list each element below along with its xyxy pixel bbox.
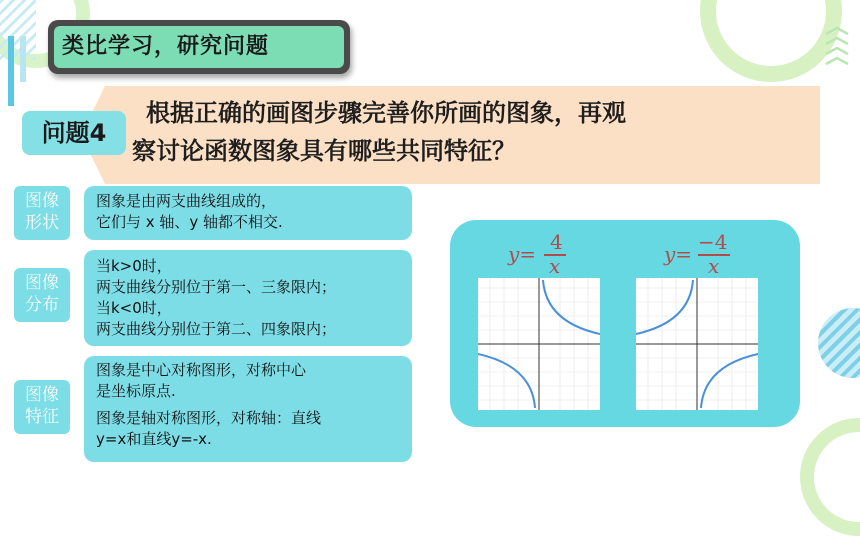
description-distribution: [84, 250, 412, 346]
description-line: 当k>0时，: [96, 257, 172, 275]
tag-text: 分布: [25, 295, 59, 315]
formula-negative: [664, 232, 744, 276]
tag-text: 图像: [25, 191, 59, 211]
description-line: 它们与 x 轴、y 轴都不相交.: [96, 213, 283, 231]
formula-lhs: y=: [508, 242, 537, 266]
tag-feature: [14, 380, 70, 434]
question-label: 问题4: [22, 111, 126, 155]
description-line: 两支曲线分别位于第二、四象限内；: [96, 320, 337, 338]
decorative-bar: [8, 36, 14, 106]
description-line: 两支曲线分别位于第一、三象限内；: [96, 278, 337, 296]
description-line: 是坐标原点.: [96, 382, 176, 400]
description-line: y=x和直线y=-x.: [96, 430, 212, 448]
decorative-stripes-top-left: [0, 0, 36, 60]
tag-distribution: [14, 268, 70, 322]
formula-denominator: x: [708, 254, 720, 278]
decorative-ring-bottom-right: [800, 418, 860, 536]
tag-text: 特征: [25, 407, 59, 427]
tag-text: 图像: [25, 273, 59, 293]
description-shape: [84, 186, 412, 240]
formula-numerator: 4: [550, 230, 563, 254]
title-frame: [48, 20, 350, 74]
description-line: 图象是由两支曲线组成的，: [96, 192, 277, 210]
question-line-1: 根据正确的画图步骤完善你所画的图象，再观: [146, 99, 626, 127]
formula-positive: [508, 232, 578, 276]
graph-positive-k: [478, 278, 600, 410]
page-title: 类比学习，研究问题: [54, 26, 344, 68]
description-line: 图象是中心对称图形，对称中心: [96, 361, 307, 379]
graph-negative-k: [636, 278, 758, 410]
description-line: 当k<0时，: [96, 299, 172, 317]
decorative-striped-circle: [818, 308, 860, 378]
formula-lhs: y=: [664, 242, 693, 266]
question-line-2: 察讨论函数图象具有哪些共同特征？: [132, 137, 516, 165]
description-line: 图象是轴对称图形，对称轴：直线: [96, 409, 322, 427]
formula-denominator: x: [549, 254, 561, 278]
tag-text: 形状: [25, 213, 59, 233]
tag-shape: [14, 186, 70, 240]
decorative-bar: [20, 36, 26, 82]
description-feature: [84, 356, 412, 462]
tag-text: 图像: [25, 385, 59, 405]
decorative-ring-top-right: [700, 0, 842, 82]
formula-numerator: −4: [698, 230, 728, 254]
question-text: [132, 94, 812, 170]
decorative-chevrons: [822, 26, 852, 76]
